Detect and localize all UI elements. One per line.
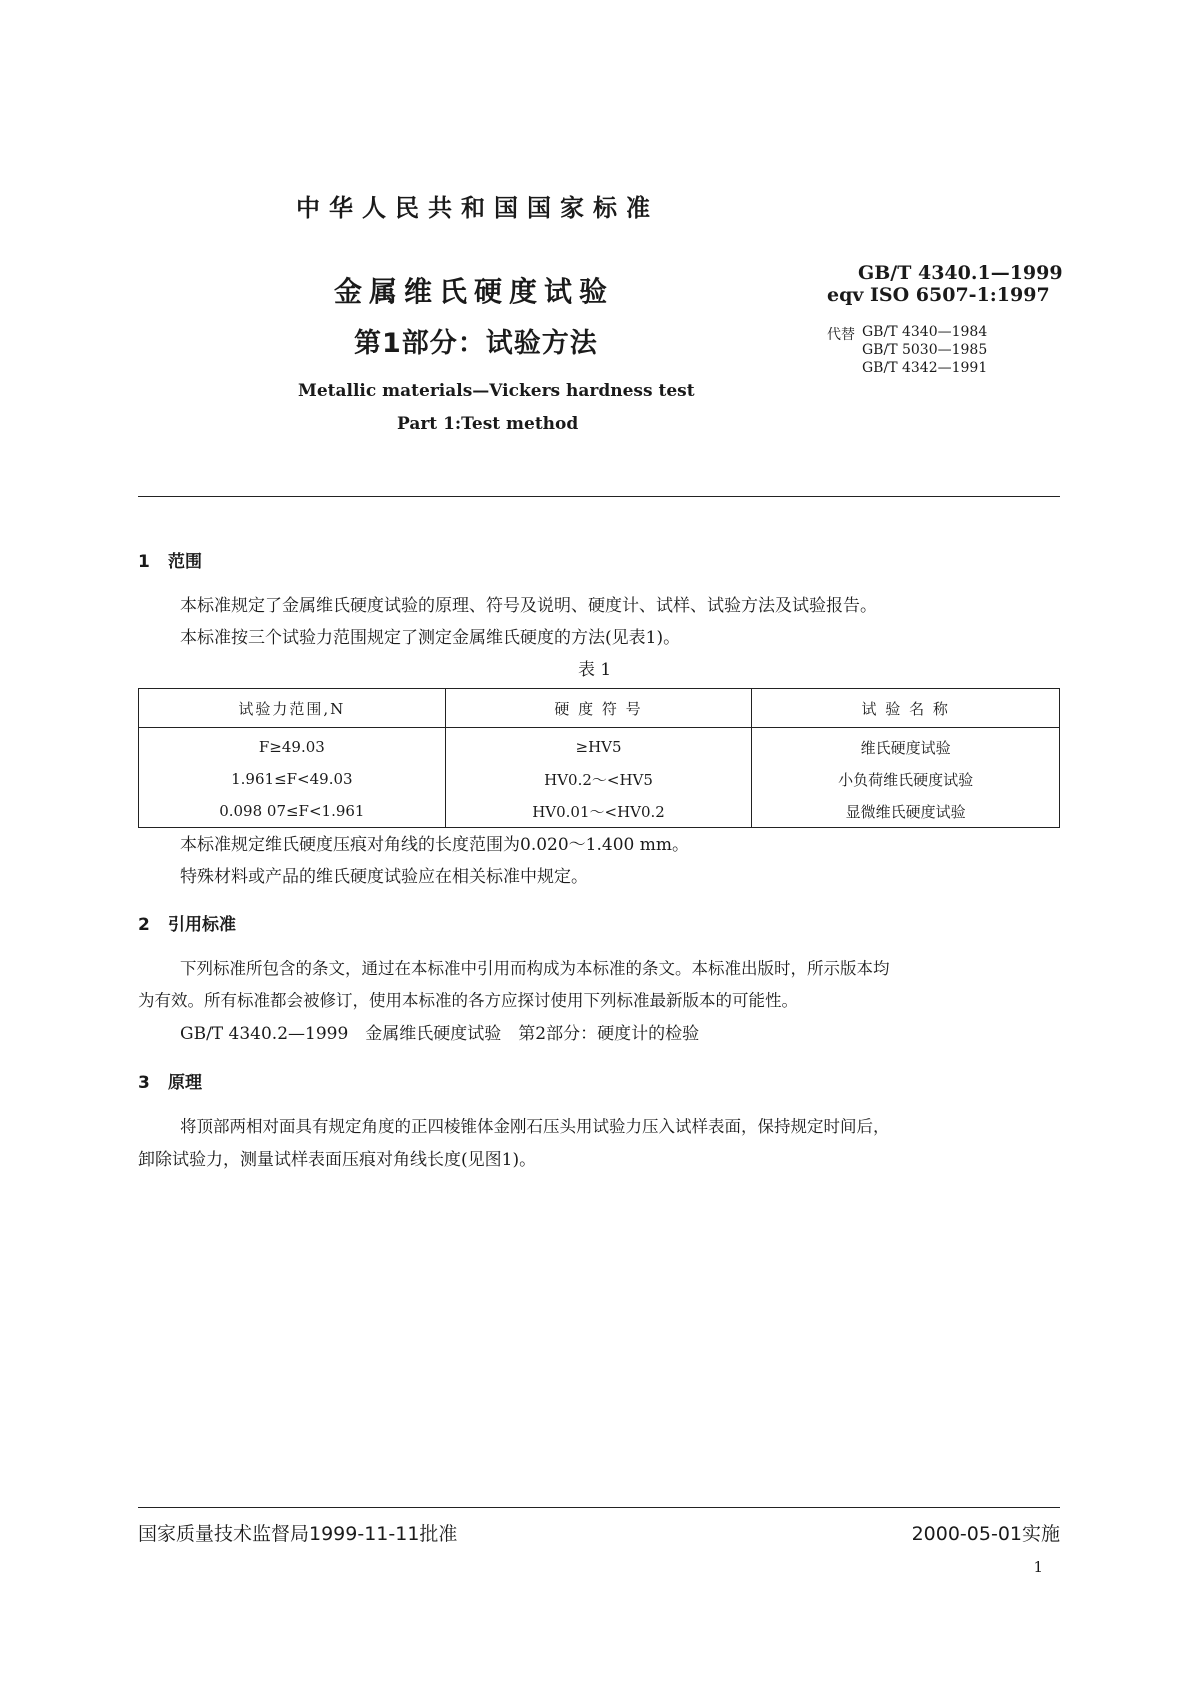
table-header-cell: 硬 度 符 号 bbox=[445, 689, 752, 728]
equivalent-iso-code: eqv ISO 6507-1:1997 bbox=[827, 284, 1050, 306]
national-standard-heading: 中华人民共和国国家标准 bbox=[296, 194, 659, 222]
section-1-heading bbox=[138, 547, 202, 572]
paragraph: 本标准按三个试验力范围规定了测定金属维氏硬度的方法(见表1)。 bbox=[180, 628, 681, 648]
paragraph: 将顶部两相对面具有规定角度的正四棱锥体金刚石压头用试验力压入试样表面，保持规定时间后， bbox=[180, 1117, 890, 1136]
document-subtitle-cn: 第1部分：试验方法 bbox=[354, 328, 598, 359]
paragraph: 特殊材料或产品的维氏硬度试验应在相关标准中规定。 bbox=[180, 867, 588, 887]
section-2-heading bbox=[138, 910, 236, 935]
section-number: 2 bbox=[138, 915, 150, 935]
paragraph: 本标准规定了金属维氏硬度试验的原理、符号及说明、硬度计、试样、试验方法及试验报告。 bbox=[180, 596, 877, 616]
page-number: 1 bbox=[1033, 1558, 1043, 1576]
replaced-standard-2: GB/T 5030—1985 bbox=[862, 342, 988, 358]
section-title: 范围 bbox=[168, 552, 202, 572]
table-cell: HV0.01～<HV0.2 bbox=[445, 795, 752, 828]
table-cell: 1.961≤F<49.03 bbox=[139, 763, 446, 795]
table-header-cell: 试验力范围,N bbox=[139, 689, 446, 728]
table-cell: 0.098 07≤F<1.961 bbox=[139, 795, 446, 828]
approval-statement: 国家质量技术监督局1999-11-11批准 bbox=[138, 1523, 458, 1545]
header-divider bbox=[138, 496, 1060, 497]
document-title-en: Metallic materials—Vickers hardness test bbox=[298, 381, 695, 401]
replaces-label: 代替 bbox=[827, 327, 855, 343]
hardness-range-table bbox=[138, 688, 1060, 828]
section-3-heading bbox=[138, 1068, 202, 1093]
table-cell: ≥HV5 bbox=[445, 728, 752, 764]
table-header-row bbox=[139, 689, 1060, 728]
table-row bbox=[139, 728, 1060, 764]
section-title: 引用标准 bbox=[168, 915, 236, 935]
replaced-standard-3: GB/T 4342—1991 bbox=[862, 360, 988, 376]
table-header-cell: 试 验 名 称 bbox=[752, 689, 1060, 728]
paragraph: 为有效。所有标准都会被修订，使用本标准的各方应探讨使用下列标准最新版本的可能性。 bbox=[138, 991, 798, 1010]
replaced-standard-1: GB/T 4340—1984 bbox=[862, 324, 988, 340]
table-row bbox=[139, 795, 1060, 828]
section-number: 3 bbox=[138, 1073, 150, 1093]
paragraph: 卸除试验力，测量试样表面压痕对角线长度(见图1)。 bbox=[138, 1150, 537, 1170]
paragraph: 下列标准所包含的条文，通过在本标准中引用而构成为本标准的条文。本标准出版时，所示版本均 bbox=[180, 959, 890, 978]
footer-divider bbox=[138, 1507, 1060, 1508]
referenced-standard: GB/T 4340.2—1999 金属维氏硬度试验 第2部分：硬度计的检验 bbox=[180, 1024, 700, 1044]
effective-date: 2000-05-01实施 bbox=[911, 1523, 1060, 1545]
table-cell: 小负荷维氏硬度试验 bbox=[752, 763, 1060, 795]
section-title: 原理 bbox=[168, 1073, 202, 1093]
document-subtitle-en: Part 1:Test method bbox=[397, 414, 579, 434]
standard-code: GB/T 4340.1—1999 bbox=[858, 262, 1063, 284]
section-number: 1 bbox=[138, 552, 150, 572]
table-cell: HV0.2～<HV5 bbox=[445, 763, 752, 795]
table-cell: 显微维氏硬度试验 bbox=[752, 795, 1060, 828]
paragraph: 本标准规定维氏硬度压痕对角线的长度范围为0.020～1.400 mm。 bbox=[180, 835, 689, 855]
table-cell: 维氏硬度试验 bbox=[752, 728, 1060, 764]
table-caption: 表 1 bbox=[578, 660, 612, 680]
table-row bbox=[139, 763, 1060, 795]
document-title-cn: 金属维氏硬度试验 bbox=[334, 275, 615, 308]
table-cell: F≥49.03 bbox=[139, 728, 446, 764]
